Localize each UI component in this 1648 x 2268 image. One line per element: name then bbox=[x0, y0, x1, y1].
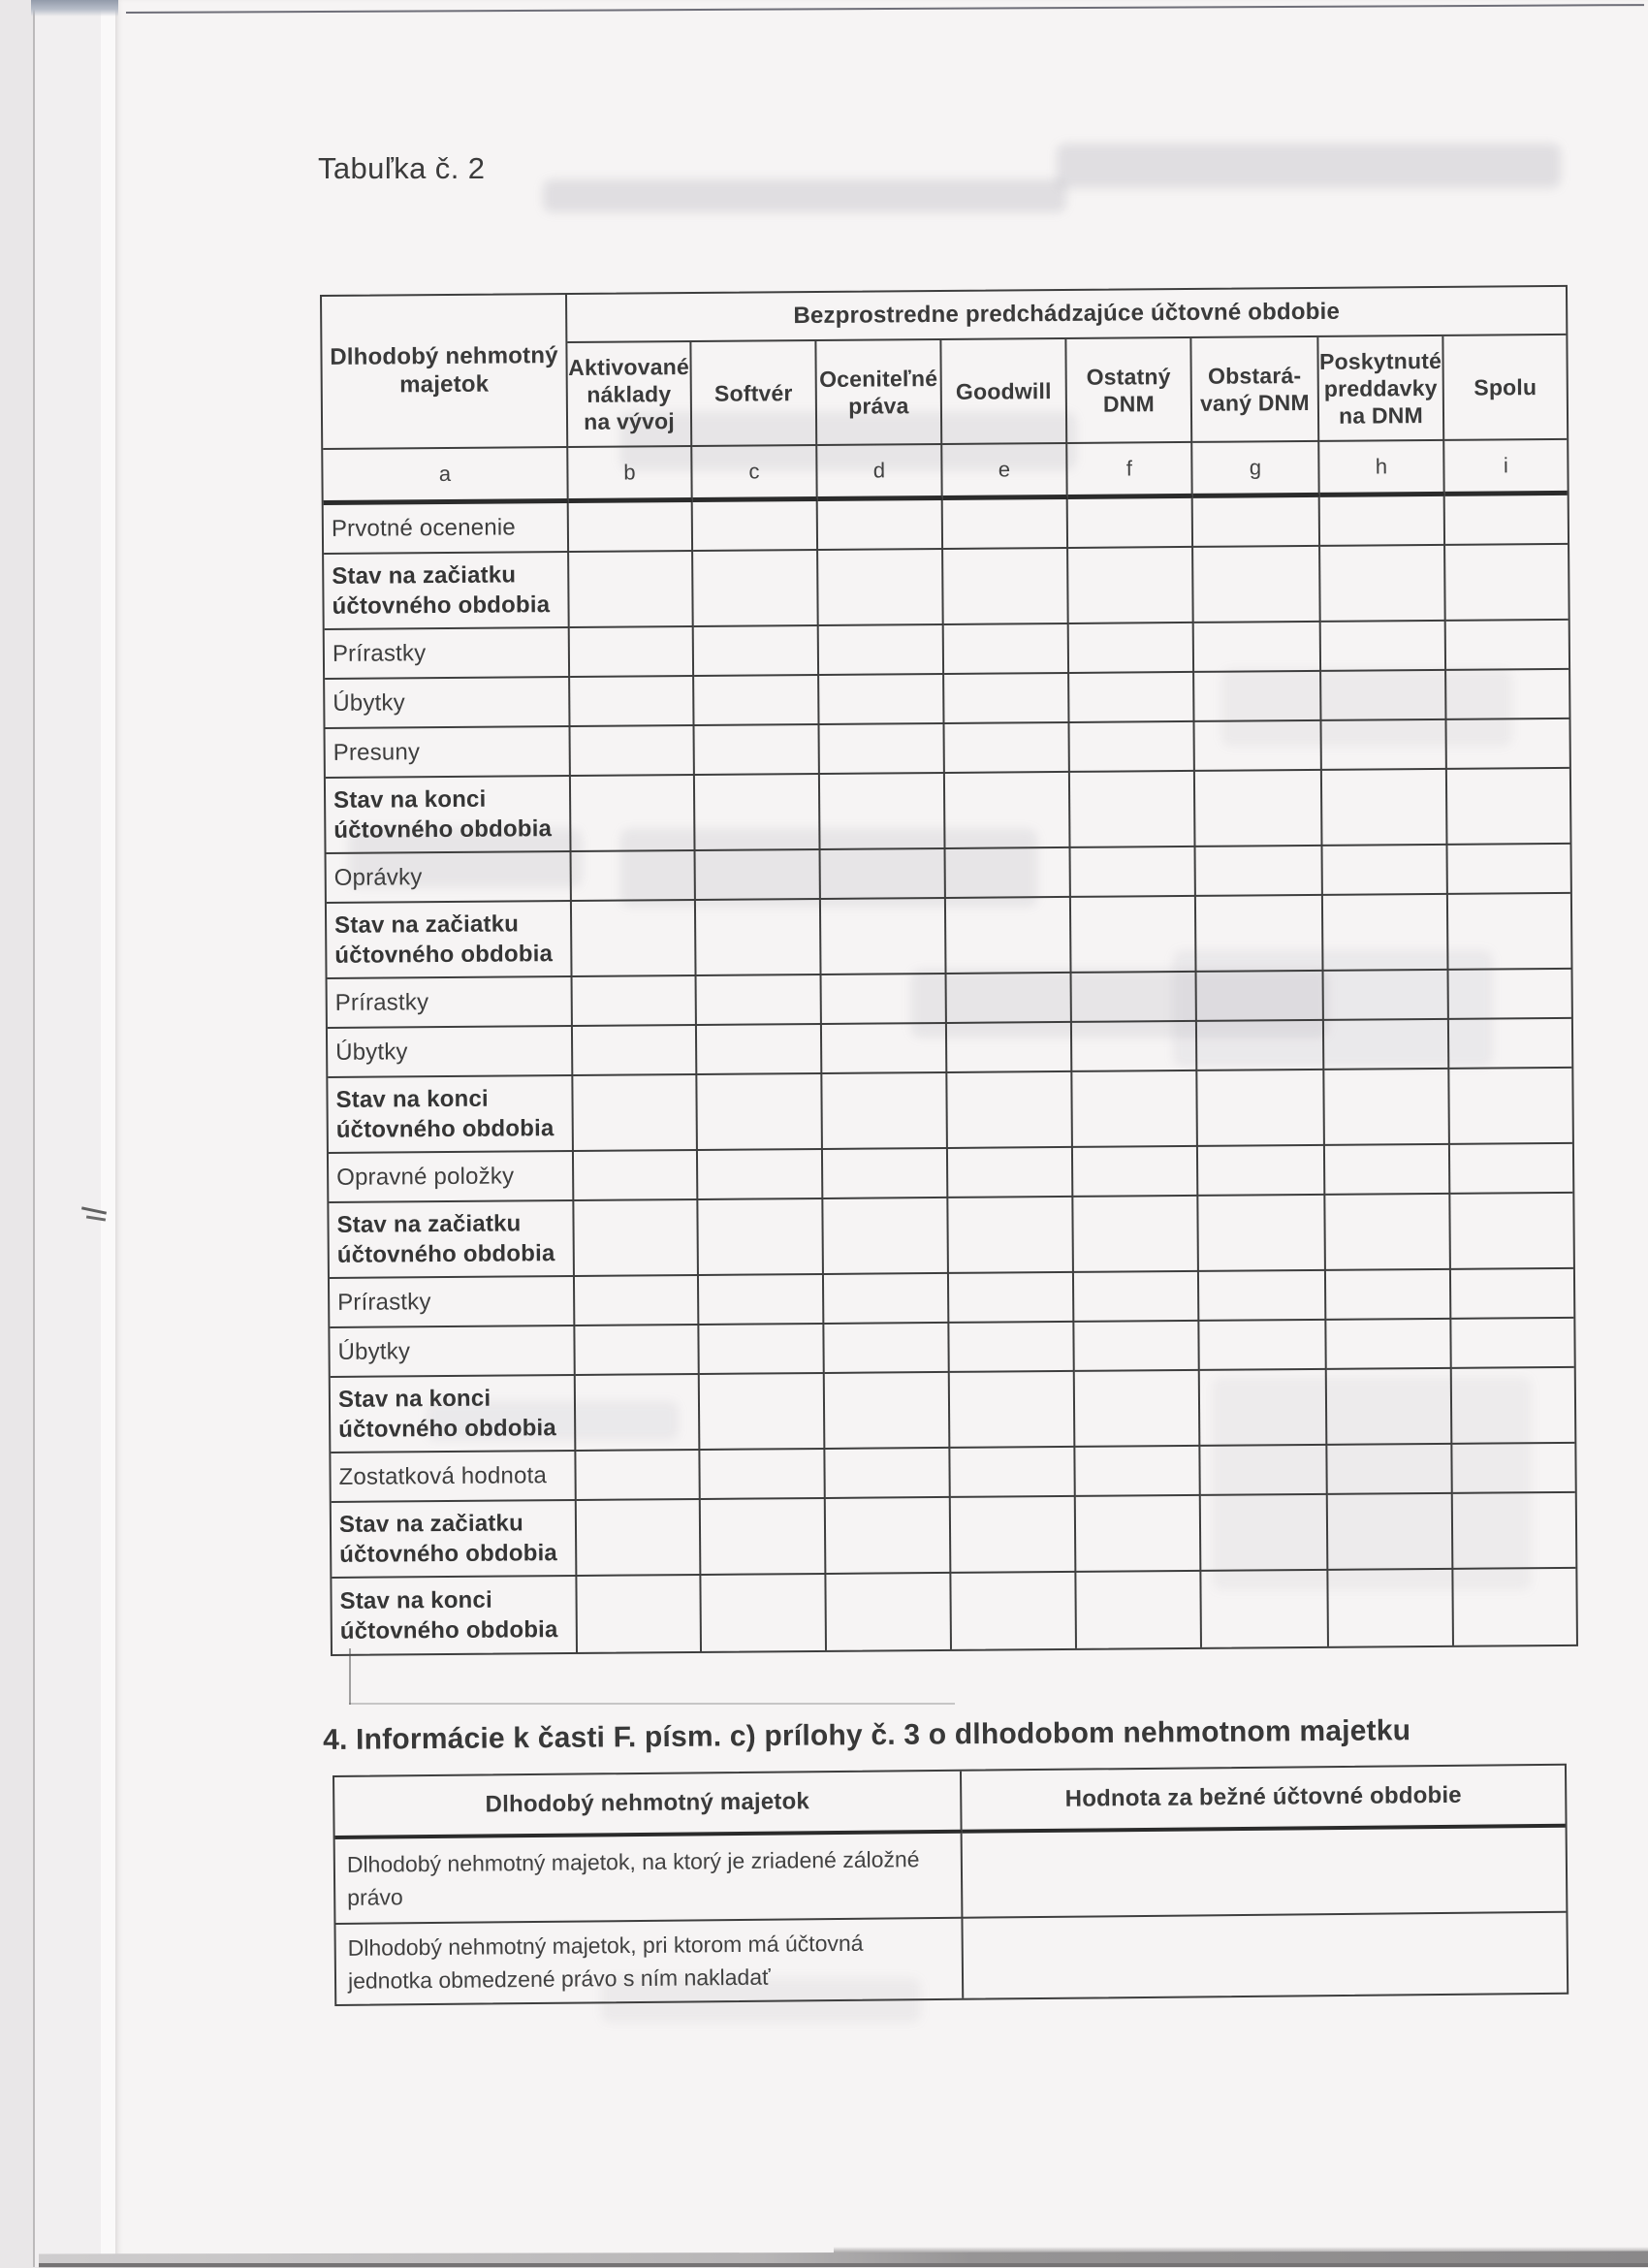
value-cell bbox=[822, 1073, 948, 1150]
row-label: Stav na konci účtovného obdobia bbox=[328, 1076, 574, 1154]
value-cell bbox=[1327, 1369, 1453, 1446]
value-cell bbox=[693, 551, 819, 627]
value-cell bbox=[1324, 971, 1449, 1021]
value-cell bbox=[575, 1276, 699, 1326]
table2-value-cell bbox=[963, 1913, 1567, 1998]
value-cell bbox=[1328, 1570, 1454, 1646]
value-cell bbox=[569, 502, 693, 553]
value-cell bbox=[695, 725, 820, 776]
value-cell bbox=[1075, 1447, 1200, 1497]
value-cell bbox=[694, 676, 819, 726]
letter-cell: a bbox=[323, 448, 568, 505]
section4-heading: 4. Informácie k časti F. písm. c) prílohy č. 3 o dlhodobom nehmotnom majetku bbox=[323, 1714, 1411, 1756]
value-cell bbox=[823, 1198, 949, 1275]
value-cell bbox=[697, 975, 822, 1026]
value-cell bbox=[951, 1497, 1077, 1574]
row-label: Prírastky bbox=[325, 628, 570, 680]
value-cell bbox=[572, 851, 696, 902]
value-cell bbox=[1197, 972, 1324, 1022]
value-cell bbox=[572, 901, 697, 977]
value-cell bbox=[1199, 1321, 1326, 1371]
value-cell bbox=[943, 499, 1068, 550]
value-cell bbox=[1321, 720, 1446, 771]
value-cell bbox=[821, 899, 947, 975]
value-cell bbox=[1328, 1494, 1454, 1571]
value-cell bbox=[574, 1200, 699, 1277]
value-cell bbox=[825, 1373, 951, 1450]
value-cell bbox=[1445, 545, 1569, 622]
value-cell bbox=[696, 900, 822, 976]
value-cell bbox=[818, 500, 943, 551]
page-edge-highlight bbox=[101, 0, 115, 2267]
value-cell bbox=[1197, 1021, 1324, 1071]
table2-column-header: Dlhodobý nehmotný majetok bbox=[334, 1772, 963, 1839]
value-cell bbox=[1198, 1146, 1325, 1197]
value-cell bbox=[1072, 973, 1197, 1023]
value-cell bbox=[1069, 673, 1194, 723]
letter-cell: d bbox=[817, 445, 942, 501]
table2-row-label: Dlhodobý nehmotný majetok, pri ktorom má účtovná jednotka obmedzené právo s ním nakladať bbox=[335, 1919, 964, 2004]
value-cell bbox=[697, 1025, 822, 1075]
row-label: Zostatková hodnota bbox=[331, 1452, 576, 1503]
value-cell bbox=[947, 974, 1072, 1024]
period-span-header: Bezprostredne predchádzajúce účtovné obdobie bbox=[567, 287, 1566, 343]
value-cell bbox=[573, 976, 697, 1027]
value-cell bbox=[1200, 1370, 1328, 1447]
value-cell bbox=[1446, 670, 1569, 720]
value-cell bbox=[1325, 1145, 1450, 1196]
value-cell bbox=[821, 849, 946, 900]
value-cell bbox=[824, 1274, 949, 1325]
column-header: Ostatný DNM bbox=[1066, 338, 1192, 444]
value-cell bbox=[1320, 546, 1446, 623]
value-cell bbox=[1449, 1019, 1571, 1070]
value-cell bbox=[576, 1375, 701, 1452]
value-cell bbox=[577, 1500, 702, 1577]
column-header: Poskytnuté preddavky na DNM bbox=[1318, 336, 1444, 442]
bleed-through-smudge bbox=[1057, 144, 1561, 188]
value-cell bbox=[1327, 1445, 1452, 1495]
row-label: Stav na začiatku účtovného obdobia bbox=[329, 1201, 575, 1279]
value-cell bbox=[1321, 622, 1446, 672]
value-cell bbox=[949, 1323, 1074, 1373]
value-cell bbox=[1073, 1197, 1199, 1273]
value-cell bbox=[573, 1075, 698, 1152]
value-cell bbox=[1074, 1272, 1199, 1323]
value-cell bbox=[1450, 1194, 1573, 1270]
value-cell bbox=[826, 1498, 952, 1575]
value-cell bbox=[1199, 1271, 1326, 1322]
value-cell bbox=[950, 1372, 1076, 1449]
value-cell bbox=[820, 724, 945, 775]
value-cell bbox=[1453, 1493, 1576, 1570]
section4-table bbox=[333, 1764, 1569, 2006]
value-cell bbox=[693, 501, 818, 552]
value-cell bbox=[701, 1575, 827, 1651]
row-label: Opravné položky bbox=[329, 1152, 574, 1203]
value-cell bbox=[569, 552, 694, 628]
value-cell bbox=[1322, 770, 1448, 847]
value-cell bbox=[1068, 498, 1193, 549]
value-cell bbox=[1326, 1320, 1451, 1370]
value-cell bbox=[1196, 896, 1324, 973]
table2-column-header: Hodnota za bežné účtovné obdobie bbox=[962, 1766, 1566, 1834]
value-cell bbox=[1198, 1196, 1326, 1272]
value-cell bbox=[945, 773, 1071, 849]
value-cell bbox=[948, 1198, 1074, 1274]
value-cell bbox=[1453, 1569, 1576, 1645]
letter-cell: c bbox=[692, 446, 817, 502]
value-cell bbox=[947, 1072, 1073, 1149]
letter-cell: i bbox=[1444, 440, 1567, 496]
value-cell bbox=[1449, 970, 1571, 1020]
row-label: Stav na začiatku účtovného obdobia bbox=[324, 553, 570, 630]
value-cell bbox=[944, 674, 1069, 724]
value-cell bbox=[1073, 1147, 1198, 1198]
value-cell bbox=[1452, 1368, 1575, 1445]
value-cell bbox=[1071, 847, 1196, 898]
value-cell bbox=[1069, 623, 1194, 674]
table2-row-label: Dlhodobý nehmotný majetok, na ktorý je zriadené záložné právo bbox=[335, 1834, 964, 1925]
value-cell bbox=[1197, 1070, 1325, 1147]
value-cell bbox=[1445, 495, 1568, 546]
row-label: Úbytky bbox=[325, 678, 570, 729]
value-cell bbox=[700, 1450, 825, 1500]
value-cell bbox=[1076, 1496, 1202, 1573]
value-cell bbox=[1451, 1269, 1573, 1320]
value-cell bbox=[946, 898, 1072, 974]
value-cell bbox=[822, 1024, 947, 1074]
value-cell bbox=[951, 1573, 1077, 1649]
value-cell bbox=[1323, 895, 1449, 972]
scan-artifact-bottom-edge-dark bbox=[39, 2263, 1648, 2267]
value-cell bbox=[1072, 1071, 1198, 1148]
letter-cell: f bbox=[1067, 443, 1192, 499]
value-cell bbox=[825, 1449, 950, 1499]
value-cell bbox=[570, 627, 694, 678]
value-cell bbox=[943, 549, 1069, 625]
value-cell bbox=[1447, 845, 1569, 895]
value-cell bbox=[1196, 847, 1323, 897]
value-cell bbox=[1193, 497, 1320, 548]
value-cell bbox=[823, 1149, 948, 1199]
value-cell bbox=[570, 677, 694, 727]
value-cell bbox=[695, 775, 821, 851]
value-cell bbox=[696, 850, 821, 901]
row-label: Oprávky bbox=[327, 852, 572, 904]
row-label: Prírastky bbox=[328, 977, 573, 1029]
value-cell bbox=[577, 1576, 702, 1652]
value-cell bbox=[701, 1499, 827, 1576]
value-cell bbox=[571, 776, 696, 852]
table1-title: Tabuľka č. 2 bbox=[318, 151, 486, 185]
value-cell bbox=[1074, 1322, 1199, 1372]
value-cell bbox=[948, 1148, 1073, 1198]
value-cell bbox=[819, 625, 944, 676]
value-cell bbox=[694, 626, 819, 677]
value-cell bbox=[1068, 548, 1194, 624]
value-cell bbox=[698, 1150, 823, 1200]
value-cell bbox=[1201, 1571, 1329, 1647]
value-cell bbox=[1321, 671, 1446, 721]
column-header: Goodwill bbox=[941, 339, 1067, 445]
value-cell bbox=[699, 1325, 824, 1375]
value-cell bbox=[1448, 894, 1571, 971]
letter-cell: h bbox=[1319, 441, 1444, 497]
value-cell bbox=[944, 624, 1069, 675]
value-cell bbox=[1446, 719, 1569, 770]
value-cell bbox=[1071, 897, 1197, 974]
row-label: Stav na konci účtovného obdobia bbox=[332, 1577, 578, 1654]
value-cell bbox=[1322, 846, 1447, 896]
value-cell bbox=[571, 726, 695, 777]
value-cell bbox=[1194, 721, 1321, 772]
value-cell bbox=[1446, 621, 1569, 671]
letter-cell: g bbox=[1192, 442, 1319, 498]
table2-value-cell bbox=[963, 1828, 1567, 1919]
value-cell bbox=[1072, 1022, 1197, 1072]
value-cell bbox=[1324, 1020, 1449, 1070]
column-header: Softvér bbox=[691, 341, 817, 447]
value-cell bbox=[698, 1199, 824, 1276]
bleed-through-smudge bbox=[543, 179, 1066, 212]
value-cell bbox=[822, 974, 947, 1025]
value-cell bbox=[1326, 1270, 1451, 1321]
row-label: Stav na začiatku účtovného obdobia bbox=[332, 1501, 578, 1579]
value-cell bbox=[697, 1074, 823, 1151]
value-cell bbox=[575, 1326, 699, 1376]
value-cell bbox=[1070, 772, 1196, 848]
value-cell bbox=[1200, 1446, 1327, 1496]
value-cell bbox=[1194, 672, 1321, 722]
value-cell bbox=[946, 848, 1071, 899]
value-cell bbox=[824, 1324, 949, 1374]
value-cell bbox=[1075, 1371, 1201, 1448]
value-cell bbox=[820, 774, 946, 850]
value-cell bbox=[1325, 1195, 1451, 1271]
value-cell bbox=[949, 1273, 1074, 1324]
row-label: Úbytky bbox=[330, 1326, 575, 1378]
value-cell bbox=[1324, 1070, 1450, 1146]
value-cell bbox=[1449, 1069, 1572, 1145]
row-label: Stav na začiatku účtovného obdobia bbox=[327, 902, 573, 979]
letter-cell: e bbox=[942, 444, 1067, 500]
value-cell bbox=[818, 550, 944, 626]
value-cell bbox=[1452, 1444, 1574, 1494]
value-cell bbox=[826, 1574, 952, 1650]
value-cell bbox=[947, 1023, 1072, 1073]
value-cell bbox=[573, 1026, 697, 1076]
value-cell bbox=[1076, 1572, 1202, 1648]
column-header: Obstará- vaný DNM bbox=[1191, 337, 1319, 443]
value-cell bbox=[819, 675, 944, 725]
value-cell bbox=[699, 1275, 824, 1326]
value-cell bbox=[1447, 769, 1570, 846]
value-cell bbox=[1450, 1144, 1572, 1195]
scan-artifact-top-left-corner bbox=[31, 0, 118, 16]
value-cell bbox=[1451, 1319, 1573, 1369]
column-header: Spolu bbox=[1443, 335, 1567, 441]
column-header: Oceniteľné práva bbox=[816, 340, 942, 446]
value-cell bbox=[1201, 1495, 1329, 1572]
row-label: Prvotné ocenenie bbox=[324, 503, 569, 555]
row-label: Presuny bbox=[326, 727, 571, 779]
value-cell bbox=[1195, 771, 1323, 847]
value-cell bbox=[574, 1151, 698, 1201]
letter-cell: b bbox=[568, 447, 692, 503]
column-header: Aktivované náklady na vývoj bbox=[567, 342, 692, 448]
row-label: Prírastky bbox=[330, 1277, 575, 1328]
row-label: Stav na konci účtovného obdobia bbox=[331, 1376, 577, 1453]
intangible-assets-table bbox=[320, 285, 1578, 1656]
value-cell bbox=[950, 1448, 1075, 1498]
value-cell bbox=[576, 1451, 700, 1501]
scan-artifact-line-remnant-vertical bbox=[349, 1648, 351, 1705]
value-cell bbox=[944, 723, 1069, 774]
value-cell bbox=[1193, 547, 1321, 623]
value-cell bbox=[1069, 722, 1194, 773]
value-cell bbox=[1194, 623, 1321, 673]
corner-header: Dlhodobý nehmotný majetok bbox=[322, 295, 568, 450]
scan-artifact-line-remnant-horizontal bbox=[349, 1703, 955, 1705]
value-cell bbox=[1320, 496, 1445, 547]
value-cell bbox=[700, 1374, 826, 1451]
row-label: Úbytky bbox=[328, 1027, 573, 1078]
row-label: Stav na konci účtovného obdobia bbox=[326, 777, 572, 854]
